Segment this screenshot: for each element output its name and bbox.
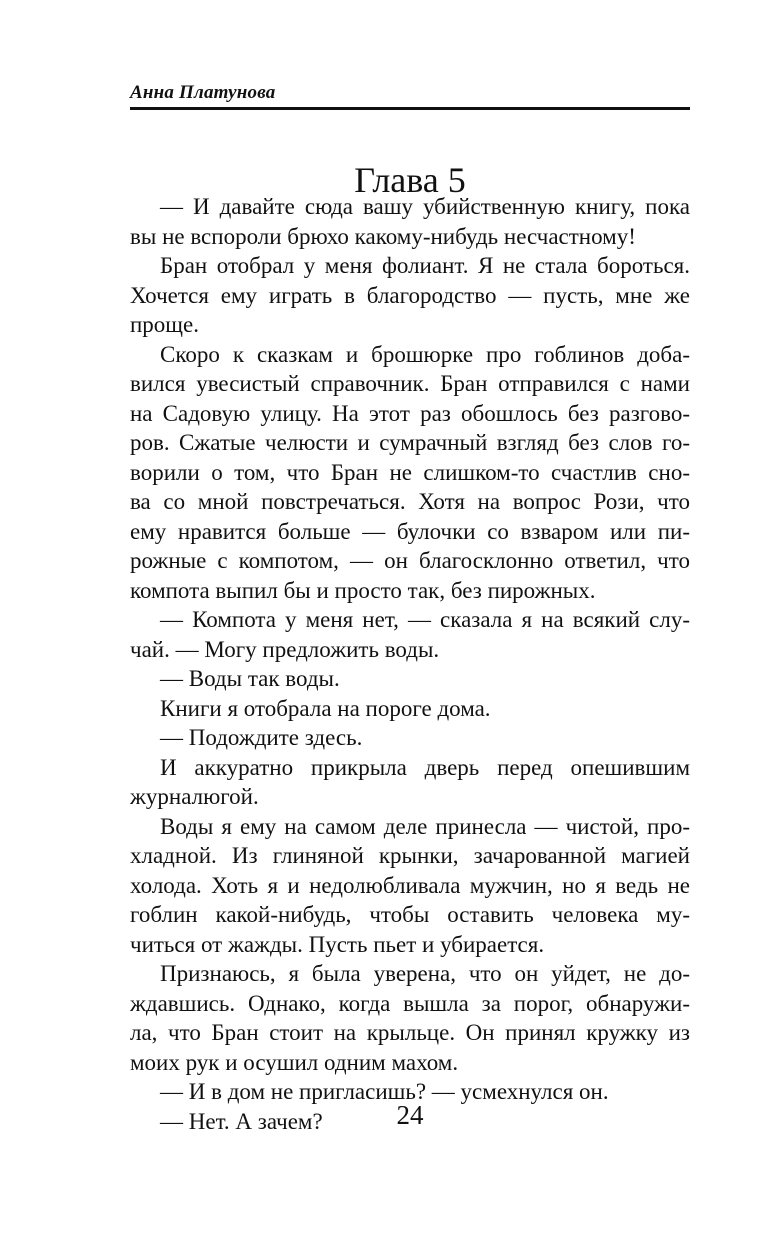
text-line: — И давайте сюда вашу убийственную книгу, пока	[160, 194, 690, 219]
text-line: Признаюсь, я была уверена, что он уйдет, не до-	[160, 961, 690, 986]
text-line: вы не вспороли брюхо какому-нибудь несчастному!	[130, 223, 636, 249]
text-line: — Воды так воды.	[160, 666, 340, 691]
text-line: холода. Хоть я и недолюбливала мужчин, но я ведь не	[130, 872, 690, 898]
text-line: ров. Сжатые челюсти и сумрачный взгляд без слов го-	[130, 430, 690, 455]
text-line: читься от жажды. Пусть пьет и убирается.	[130, 931, 545, 957]
text-line: моих рук и осушил одним махом.	[130, 1049, 459, 1075]
text-line: Воды я ему на самом деле принесла — чистой, про-	[160, 813, 690, 839]
text-line: гоблин какой-нибудь, чтобы оставить человека му-	[130, 902, 690, 927]
text-line: Бран отобрал у меня фолиант. Я не стала бороться.	[160, 253, 690, 278]
chapter-title: Глава 5	[354, 160, 466, 201]
text-line: проще.	[130, 312, 199, 337]
text-line: ла, что Бран стоит на крыльце. Он принял кружку из	[130, 1020, 690, 1045]
text-line: — Компота у меня нет, — сказала я на всякий слу-	[160, 607, 690, 632]
text-line: журналюгой.	[130, 784, 259, 809]
text-line: на Садовую улицу. На этот раз обошлось без разгово-	[130, 400, 690, 426]
text-line: чай. — Могу предложить воды.	[130, 636, 440, 662]
header-rule	[130, 107, 690, 110]
text-line: ждавшись. Однако, когда вышла за порог, обнаружи-	[130, 990, 690, 1016]
text-line: вился увесистый справочник. Бран отправился с нами	[130, 371, 690, 396]
text-line: рожные с компотом, — он благосклонно ответил, что	[130, 548, 690, 573]
text-line: — И в дом не пригласишь? — усмехнулся он.	[160, 1079, 609, 1104]
text-line: Книги я отобрала на пороге дома.	[160, 695, 491, 721]
body-text	[130, 192, 690, 1136]
text-line: ему нравится больше — булочки со взваром или пи-	[130, 518, 690, 544]
text-line: — Нет. А зачем?	[160, 1108, 323, 1134]
text-line: ворили о том, что Бран не слишком-то счастлив сно-	[130, 459, 690, 485]
text-line: — Подождите здесь.	[160, 725, 363, 750]
text-line: хладной. Из глиняной крынки, зачарованной магией	[130, 843, 690, 868]
text-line: компота выпил бы и просто так, без пирожных.	[130, 577, 596, 603]
text-line: ва со мной повстречаться. Хотя на вопрос Рози, что	[130, 489, 690, 514]
text-line: И аккуратно прикрыла дверь перед опешившим	[160, 754, 690, 780]
text-line: Хочется ему играть в благородство — пусть, мне же	[130, 282, 690, 308]
page-number: 24	[396, 1100, 424, 1130]
text-line: Скоро к сказкам и брошюрке про гоблинов доба-	[160, 341, 690, 367]
running-header-author: Анна Платунова	[130, 82, 276, 103]
